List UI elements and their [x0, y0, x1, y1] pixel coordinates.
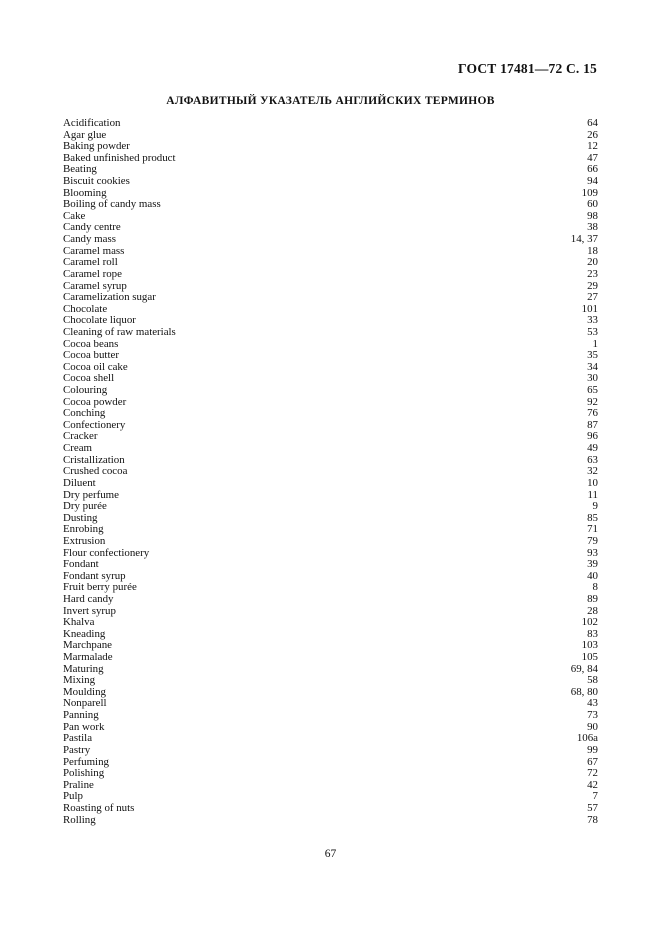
index-term: Candy centre — [63, 221, 121, 234]
index-page-ref: 94 — [587, 175, 598, 188]
index-page-ref: 12 — [587, 140, 598, 153]
index-entry — [63, 768, 598, 780]
index-term: Fondant syrup — [63, 569, 126, 582]
index-page-ref: 28 — [587, 604, 598, 617]
index-entry — [63, 629, 598, 641]
index-page-ref: 53 — [587, 325, 598, 338]
index-entry — [63, 559, 598, 571]
index-entry — [63, 350, 598, 362]
index-term: Flour confectionery — [63, 546, 150, 559]
index-page-ref: 38 — [587, 221, 598, 234]
index-term: Khalva — [63, 616, 95, 629]
index-page-ref: 34 — [587, 360, 598, 373]
index-term: Boiling of candy mass — [63, 198, 161, 211]
index-page-ref: 83 — [587, 627, 598, 640]
index-entry — [63, 513, 598, 525]
index-page-ref: 8 — [592, 581, 598, 594]
index-entry — [63, 757, 598, 769]
index-page-ref: 58 — [587, 674, 598, 687]
index-entry — [63, 327, 598, 339]
index-term: Dry purée — [63, 500, 107, 513]
index-term: Caramel roll — [63, 256, 118, 269]
page-number: 67 — [324, 848, 337, 860]
index-entry — [63, 710, 598, 722]
index-page-ref: 20 — [587, 256, 598, 269]
index-entry — [63, 687, 598, 699]
index-term: Acidification — [63, 117, 121, 129]
index-page-ref: 96 — [587, 430, 598, 443]
index-page-ref: 67 — [587, 755, 598, 768]
index-term: Cocoa oil cake — [63, 360, 128, 373]
index-term: Colouring — [63, 384, 108, 397]
index-page-ref: 64 — [587, 117, 598, 129]
index-term: Maturing — [63, 662, 104, 675]
index-term: Caramel mass — [63, 244, 125, 257]
index-page-ref: 18 — [587, 244, 598, 257]
index-term: Cleaning of raw materials — [63, 325, 176, 338]
index-page-ref: 69, 84 — [570, 662, 598, 675]
index-page-ref: 39 — [587, 558, 598, 571]
index-term: Polishing — [63, 767, 105, 780]
index-term: Cocoa beans — [63, 337, 119, 350]
index-term: Pastry — [63, 743, 91, 756]
index-entry — [63, 443, 598, 455]
index-term: Kneading — [63, 627, 106, 640]
index-page-ref: 102 — [581, 616, 598, 629]
index-page-ref: 65 — [587, 384, 598, 397]
index-page-ref: 1 — [592, 337, 598, 350]
index-entry — [63, 780, 598, 792]
index-page-ref: 90 — [587, 720, 598, 733]
index-entry — [63, 118, 598, 130]
index-term: Mixing — [63, 674, 96, 687]
index-entry — [63, 478, 598, 490]
index-page-ref: 79 — [587, 534, 598, 547]
index-term: Marmalade — [63, 651, 113, 664]
index-entry — [63, 652, 598, 664]
index-term: Cream — [63, 442, 93, 455]
index-entry — [63, 698, 598, 710]
index-entry — [63, 385, 598, 397]
index-term: Caramelization sugar — [63, 291, 156, 304]
index-page-ref: 87 — [587, 418, 598, 431]
index-page-ref: 105 — [581, 651, 598, 664]
index-entry — [63, 455, 598, 467]
index-term: Baking powder — [63, 140, 130, 153]
index-page-ref: 49 — [587, 442, 598, 455]
index-entry — [63, 199, 598, 211]
index-term: Roasting of nuts — [63, 801, 135, 814]
index-page-ref: 72 — [587, 767, 598, 780]
index-page-ref: 32 — [587, 465, 598, 478]
index-entry — [63, 362, 598, 374]
index-entry — [63, 164, 598, 176]
index-term: Enrobing — [63, 523, 104, 536]
index-page-ref: 23 — [587, 267, 598, 280]
index-page-ref: 76 — [587, 407, 598, 420]
index-entry — [63, 536, 598, 548]
index-page-ref: 99 — [587, 743, 598, 756]
index-entry — [63, 571, 598, 583]
index-term: Cake — [63, 209, 86, 222]
index-term: Pastila — [63, 732, 93, 745]
index-entry — [63, 339, 598, 351]
index-entry — [63, 408, 598, 420]
index-entry — [63, 640, 598, 652]
index-page-ref: 89 — [587, 592, 598, 605]
index-term: Dusting — [63, 511, 98, 524]
index-entry — [63, 524, 598, 536]
index-term: Cocoa powder — [63, 395, 127, 408]
index-entry — [63, 791, 598, 803]
index-term: Cristallization — [63, 453, 125, 466]
index-page-ref: 7 — [592, 790, 598, 803]
index-term: Blooming — [63, 186, 107, 199]
index-page-ref: 27 — [587, 291, 598, 304]
index-page-ref: 60 — [587, 198, 598, 211]
index-entry — [63, 176, 598, 188]
index-entry — [63, 373, 598, 385]
index-entry — [63, 803, 598, 815]
index-term: Invert syrup — [63, 604, 116, 617]
index-page-ref: 33 — [587, 314, 598, 327]
index-term: Conching — [63, 407, 106, 420]
index-term: Diluent — [63, 476, 96, 489]
index-page-ref: 103 — [581, 639, 598, 652]
index-term: Moulding — [63, 685, 106, 698]
index-term: Confectionery — [63, 418, 126, 431]
index-term: Biscuit cookies — [63, 175, 130, 188]
index-entry — [63, 745, 598, 757]
index-term: Candy mass — [63, 233, 116, 246]
term-index-list — [63, 118, 598, 826]
index-page-ref: 10 — [587, 476, 598, 489]
index-page-ref: 109 — [581, 186, 598, 199]
index-title: АЛФАВИТНЫЙ УКАЗАТЕЛЬ АНГЛИЙСКИХ ТЕРМИНОВ — [166, 95, 495, 107]
index-term: Cocoa shell — [63, 372, 115, 385]
index-entry — [63, 292, 598, 304]
index-page-ref: 42 — [587, 778, 598, 791]
index-page-ref: 57 — [587, 801, 598, 814]
index-page-ref: 11 — [587, 488, 598, 501]
index-page-ref: 85 — [587, 511, 598, 524]
index-page-ref: 26 — [587, 128, 598, 141]
index-page-ref: 47 — [587, 151, 598, 164]
index-term: Caramel syrup — [63, 279, 127, 292]
index-entry — [63, 675, 598, 687]
index-term: Fondant — [63, 558, 99, 571]
index-term: Beating — [63, 163, 97, 176]
index-term: Chocolate liquor — [63, 314, 136, 327]
index-entry — [63, 130, 598, 142]
index-page-ref: 106a — [576, 732, 598, 745]
index-page-ref: 78 — [587, 813, 598, 826]
index-page-ref: 71 — [587, 523, 598, 536]
index-entry — [63, 420, 598, 432]
index-page-ref: 30 — [587, 372, 598, 385]
index-term: Agar glue — [63, 128, 107, 141]
index-page-ref: 9 — [592, 500, 598, 513]
index-entry — [63, 606, 598, 618]
index-entry — [63, 490, 598, 502]
index-entry — [63, 211, 598, 223]
index-term: Crushed cocoa — [63, 465, 128, 478]
index-entry — [63, 153, 598, 165]
index-page-ref: 66 — [587, 163, 598, 176]
index-page-ref: 40 — [587, 569, 598, 582]
index-page-ref: 73 — [587, 709, 598, 722]
index-page-ref: 98 — [587, 209, 598, 222]
index-term: Hard candy — [63, 592, 114, 605]
index-term: Cracker — [63, 430, 98, 443]
index-entry — [63, 594, 598, 606]
index-entry — [63, 722, 598, 734]
index-entry — [63, 397, 598, 409]
index-entry — [63, 431, 598, 443]
index-term: Perfuming — [63, 755, 109, 768]
index-page-ref: 43 — [587, 697, 598, 710]
index-entry — [63, 222, 598, 234]
index-page-ref: 35 — [587, 349, 598, 362]
index-entry — [63, 733, 598, 745]
index-term: Praline — [63, 778, 94, 791]
index-entry — [63, 246, 598, 258]
index-entry — [63, 304, 598, 316]
index-term: Marchpane — [63, 639, 112, 652]
index-term: Cocoa butter — [63, 349, 119, 362]
index-term: Pulp — [63, 790, 83, 803]
index-term: Extrusion — [63, 534, 106, 547]
index-term: Nonparell — [63, 697, 107, 710]
index-page-ref: 68, 80 — [570, 685, 598, 698]
index-page-ref: 29 — [587, 279, 598, 292]
index-page-ref: 93 — [587, 546, 598, 559]
index-term: Caramel rope — [63, 267, 122, 280]
index-page-ref: 14, 37 — [570, 233, 598, 246]
index-term: Baked unfinished product — [63, 151, 176, 164]
index-term: Rolling — [63, 813, 96, 826]
index-entry — [63, 664, 598, 676]
index-entry — [63, 582, 598, 594]
index-entry — [63, 234, 598, 246]
index-page-ref: 63 — [587, 453, 598, 466]
index-term: Pan work — [63, 720, 105, 733]
index-page-ref: 101 — [581, 302, 598, 315]
index-page-ref: 92 — [587, 395, 598, 408]
index-term: Chocolate — [63, 302, 108, 315]
page-header: ГОСТ 17481—72 С. 15 — [458, 61, 597, 76]
index-entry — [63, 257, 598, 269]
index-entry — [63, 617, 598, 629]
index-entry — [63, 466, 598, 478]
index-entry — [63, 548, 598, 560]
index-entry — [63, 815, 598, 827]
index-entry — [63, 501, 598, 513]
index-term: Fruit berry purée — [63, 581, 137, 594]
index-term: Dry perfume — [63, 488, 119, 501]
index-term: Panning — [63, 709, 99, 722]
index-entry — [63, 269, 598, 281]
